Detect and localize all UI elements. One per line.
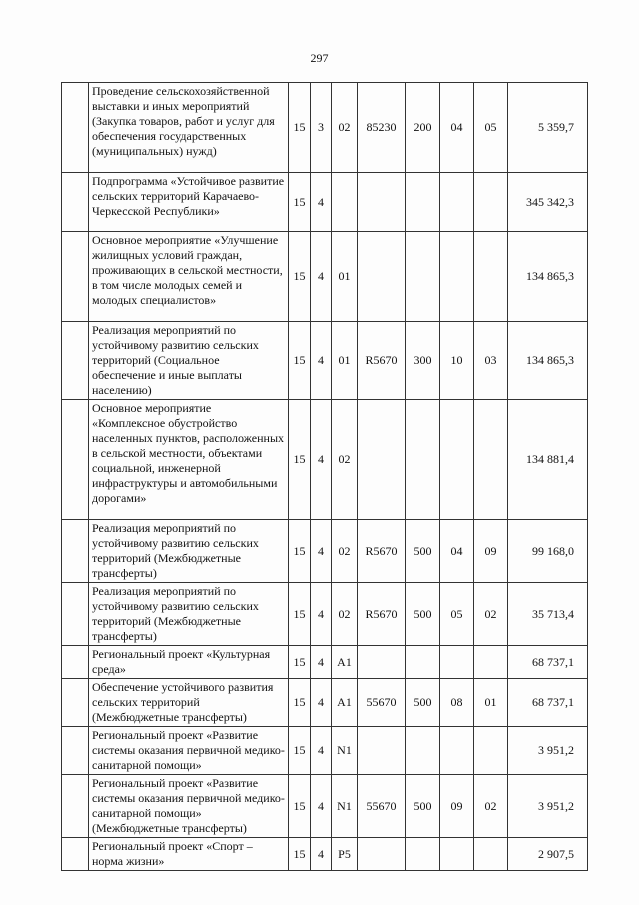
row-code-cell-c5: 300 xyxy=(406,322,440,400)
row-margin-cell xyxy=(62,775,89,838)
row-code-cell-c6: 09 xyxy=(440,775,474,838)
table-row xyxy=(62,520,588,583)
row-amount-cell: 99 168,0 xyxy=(508,520,588,583)
row-code-cell-c4: R5670 xyxy=(358,520,406,583)
row-code-cell-c2: 4 xyxy=(311,583,332,646)
row-code-cell-c1: 15 xyxy=(289,400,311,520)
table-row xyxy=(62,679,588,727)
row-code-cell-c3: 02 xyxy=(332,583,358,646)
row-code-cell-c2: 4 xyxy=(311,679,332,727)
row-code-cell-c5 xyxy=(406,173,440,232)
row-margin-cell xyxy=(62,400,89,520)
row-code-cell-c5: 500 xyxy=(406,520,440,583)
row-code-cell-c5: 200 xyxy=(406,83,440,173)
row-code-cell-c5 xyxy=(406,727,440,775)
row-code-cell-c6: 08 xyxy=(440,679,474,727)
row-amount-cell: 2 907,5 xyxy=(508,838,588,871)
row-code-cell-c1: 15 xyxy=(289,646,311,679)
row-code-cell-c1: 15 xyxy=(289,83,311,173)
row-code-cell-c6 xyxy=(440,727,474,775)
row-code-cell-c7: 01 xyxy=(474,679,508,727)
table-row xyxy=(62,400,588,520)
row-name-cell: Обеспечение устойчивого развития сельских территорий (Межбюджетные трансферты) xyxy=(89,679,289,727)
row-name-cell: Региональный проект «Спорт – норма жизни» xyxy=(89,838,289,871)
row-amount-cell: 345 342,3 xyxy=(508,173,588,232)
row-code-cell-c1: 15 xyxy=(289,583,311,646)
row-code-cell-c1: 15 xyxy=(289,520,311,583)
row-code-cell-c5: 500 xyxy=(406,679,440,727)
row-code-cell-c6: 04 xyxy=(440,520,474,583)
row-code-cell-c6 xyxy=(440,646,474,679)
row-code-cell-c3: A1 xyxy=(332,646,358,679)
row-code-cell-c4: R5670 xyxy=(358,583,406,646)
row-code-cell-c1: 15 xyxy=(289,727,311,775)
row-name-cell: Основное мероприятие «Улучшение жилищных условий граждан, проживающих в сельской местности, в том числе молодых семей и молодых специалистов» xyxy=(89,232,289,322)
row-code-cell-c3: N1 xyxy=(332,727,358,775)
row-amount-cell: 134 865,3 xyxy=(508,322,588,400)
row-code-cell-c1: 15 xyxy=(289,173,311,232)
row-amount-cell: 134 865,3 xyxy=(508,232,588,322)
table-row xyxy=(62,232,588,322)
row-code-cell-c4 xyxy=(358,646,406,679)
row-code-cell-c7 xyxy=(474,838,508,871)
row-code-cell-c7 xyxy=(474,173,508,232)
row-code-cell-c7: 02 xyxy=(474,583,508,646)
row-amount-cell: 134 881,4 xyxy=(508,400,588,520)
row-code-cell-c4: 55670 xyxy=(358,775,406,838)
row-amount-cell: 35 713,4 xyxy=(508,583,588,646)
row-code-cell-c1: 15 xyxy=(289,679,311,727)
table-row xyxy=(62,775,588,838)
row-code-cell-c3: 02 xyxy=(332,400,358,520)
row-code-cell-c7 xyxy=(474,400,508,520)
row-code-cell-c1: 15 xyxy=(289,232,311,322)
budget-table xyxy=(61,82,588,871)
row-code-cell-c1: 15 xyxy=(289,322,311,400)
row-margin-cell xyxy=(62,583,89,646)
row-margin-cell xyxy=(62,679,89,727)
row-name-cell: Проведение сельскохозяйственной выставки и иных мероприятий (Закупка товаров, работ и услуг для обеспечения государственных (муниципальных) нужд) xyxy=(89,83,289,173)
row-name-cell: Реализация мероприятий по устойчивому развитию сельских территорий (Межбюджетные трансферты) xyxy=(89,520,289,583)
row-name-cell: Региональный проект «Культурная среда» xyxy=(89,646,289,679)
row-code-cell-c5 xyxy=(406,838,440,871)
row-code-cell-c4: 55670 xyxy=(358,679,406,727)
row-name-cell: Основное мероприятие «Комплексное обустройство населенных пунктов, расположенных в сельской местности, объектами социальной, инженерной инфраструктуры и автомобильными дорогами» xyxy=(89,400,289,520)
table-row xyxy=(62,646,588,679)
row-code-cell-c2: 4 xyxy=(311,173,332,232)
row-code-cell-c3: A1 xyxy=(332,679,358,727)
row-code-cell-c3: 02 xyxy=(332,83,358,173)
row-code-cell-c2: 4 xyxy=(311,727,332,775)
table-row xyxy=(62,83,588,173)
row-name-cell: Региональный проект «Развитие системы оказания первичной медико-санитарной помощи» xyxy=(89,727,289,775)
row-code-cell-c1: 15 xyxy=(289,775,311,838)
row-name-cell: Региональный проект «Развитие системы оказания первичной медико-санитарной помощи» (Межбюджетные трансферты) xyxy=(89,775,289,838)
row-code-cell-c4: R5670 xyxy=(358,322,406,400)
row-name-cell: Реализация мероприятий по устойчивому развитию сельских территорий (Социальное обеспечение и иные выплаты населению) xyxy=(89,322,289,400)
row-code-cell-c6: 10 xyxy=(440,322,474,400)
row-code-cell-c5: 500 xyxy=(406,775,440,838)
row-code-cell-c4: 85230 xyxy=(358,83,406,173)
row-code-cell-c7 xyxy=(474,727,508,775)
page-number: 297 xyxy=(310,51,329,65)
row-code-cell-c6 xyxy=(440,232,474,322)
row-code-cell-c7: 03 xyxy=(474,322,508,400)
row-code-cell-c2: 3 xyxy=(311,83,332,173)
row-code-cell-c7 xyxy=(474,232,508,322)
table-row xyxy=(62,838,588,871)
row-code-cell-c2: 4 xyxy=(311,322,332,400)
row-amount-cell: 68 737,1 xyxy=(508,646,588,679)
row-margin-cell xyxy=(62,83,89,173)
row-code-cell-c5 xyxy=(406,646,440,679)
row-code-cell-c4 xyxy=(358,400,406,520)
row-code-cell-c2: 4 xyxy=(311,520,332,583)
row-margin-cell xyxy=(62,727,89,775)
table-row xyxy=(62,173,588,232)
row-code-cell-c1: 15 xyxy=(289,838,311,871)
row-code-cell-c7 xyxy=(474,646,508,679)
row-code-cell-c2: 4 xyxy=(311,232,332,322)
row-name-cell: Реализация мероприятий по устойчивому развитию сельских территорий (Межбюджетные трансферты) xyxy=(89,583,289,646)
row-code-cell-c4 xyxy=(358,727,406,775)
row-code-cell-c4 xyxy=(358,173,406,232)
row-name-cell: Подпрограмма «Устойчивое развитие сельских территорий Карачаево-Черкесской Республики» xyxy=(89,173,289,232)
row-code-cell-c2: 4 xyxy=(311,400,332,520)
row-code-cell-c2: 4 xyxy=(311,775,332,838)
row-code-cell-c6 xyxy=(440,400,474,520)
row-code-cell-c6: 05 xyxy=(440,583,474,646)
table-body xyxy=(62,83,588,871)
row-code-cell-c2: 4 xyxy=(311,838,332,871)
row-code-cell-c6 xyxy=(440,173,474,232)
row-code-cell-c5: 500 xyxy=(406,583,440,646)
row-code-cell-c3 xyxy=(332,173,358,232)
row-margin-cell xyxy=(62,322,89,400)
row-margin-cell xyxy=(62,173,89,232)
row-code-cell-c3: 01 xyxy=(332,322,358,400)
row-code-cell-c2: 4 xyxy=(311,646,332,679)
row-margin-cell xyxy=(62,520,89,583)
row-code-cell-c5 xyxy=(406,400,440,520)
row-code-cell-c4 xyxy=(358,838,406,871)
row-amount-cell: 3 951,2 xyxy=(508,775,588,838)
row-code-cell-c3: 02 xyxy=(332,520,358,583)
row-amount-cell: 3 951,2 xyxy=(508,727,588,775)
row-code-cell-c3: 01 xyxy=(332,232,358,322)
row-code-cell-c5 xyxy=(406,232,440,322)
row-margin-cell xyxy=(62,838,89,871)
row-amount-cell: 68 737,1 xyxy=(508,679,588,727)
row-margin-cell xyxy=(62,232,89,322)
row-amount-cell: 5 359,7 xyxy=(508,83,588,173)
row-code-cell-c3: N1 xyxy=(332,775,358,838)
row-code-cell-c6: 04 xyxy=(440,83,474,173)
row-margin-cell xyxy=(62,646,89,679)
row-code-cell-c3: P5 xyxy=(332,838,358,871)
row-code-cell-c7: 09 xyxy=(474,520,508,583)
row-code-cell-c6 xyxy=(440,838,474,871)
table-row xyxy=(62,583,588,646)
table-row xyxy=(62,322,588,400)
row-code-cell-c4 xyxy=(358,232,406,322)
row-code-cell-c7: 02 xyxy=(474,775,508,838)
row-code-cell-c7: 05 xyxy=(474,83,508,173)
table-row xyxy=(62,727,588,775)
